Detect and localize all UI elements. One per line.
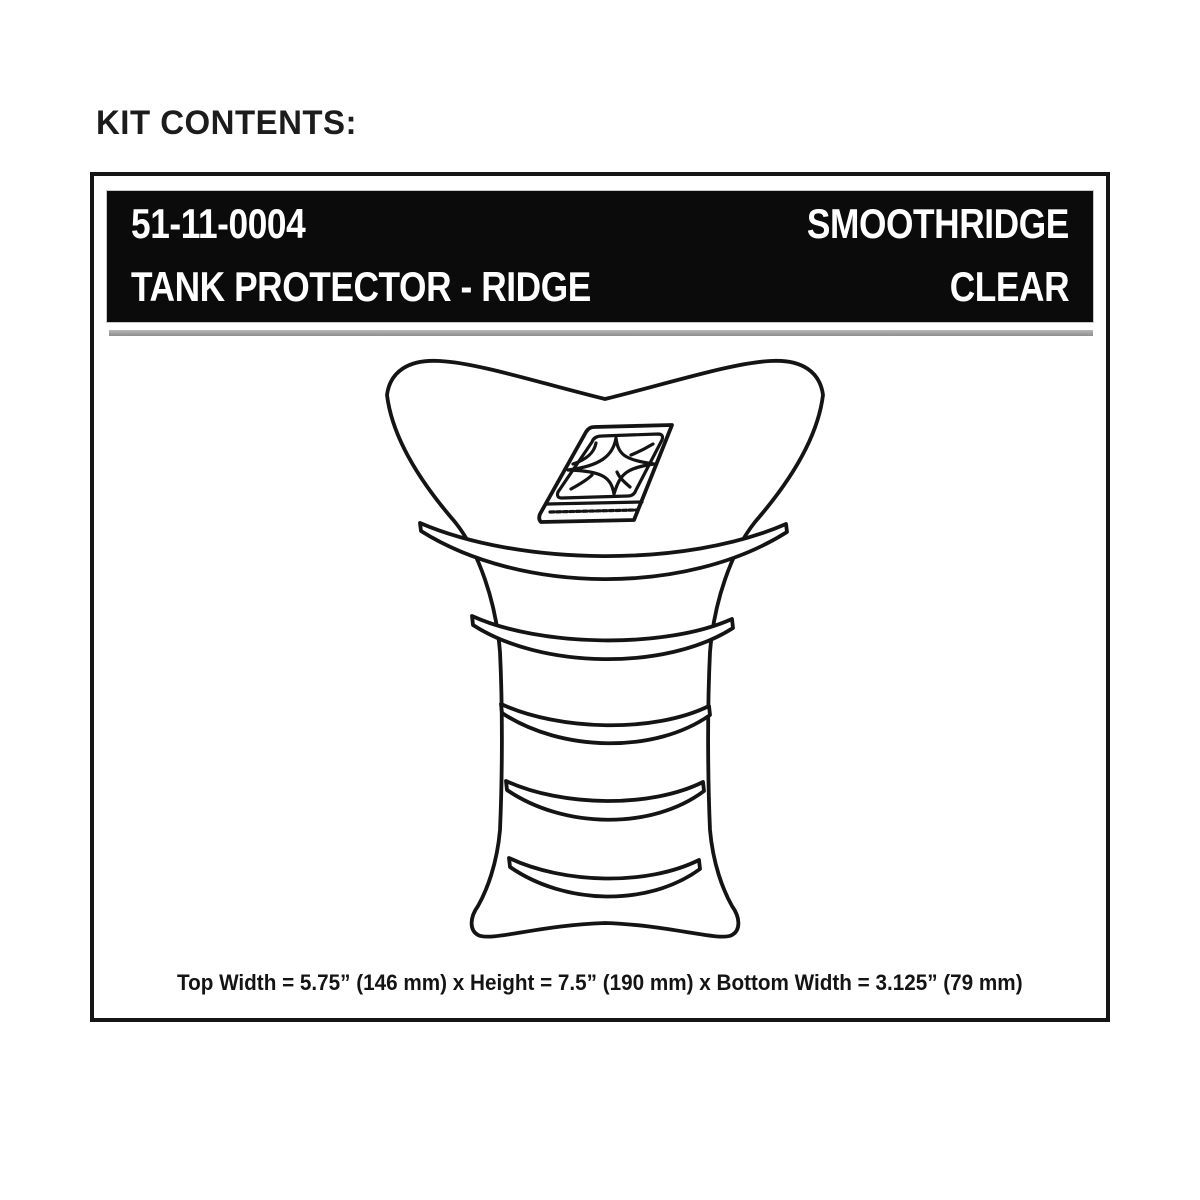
logo-text-strip-divider <box>547 502 642 504</box>
product-header-bar <box>107 191 1093 322</box>
header-bar-shadow <box>109 330 1093 336</box>
finish-name: CLEAR <box>949 263 1069 310</box>
dimensions-text-value: Top Width = 5.75” (146 mm) x Height = 7.5” (190 mm) x Bottom Width = 3.125” (79 mm) <box>177 970 1023 995</box>
page-title: KIT CONTENTS: <box>96 104 357 142</box>
kit-card <box>90 172 1110 1022</box>
logo-text-glyph-dashes <box>550 510 636 512</box>
tank-protector-outline-icon <box>370 352 840 962</box>
header-bar-row-top <box>131 200 1069 248</box>
part-number: 51-11-0004 <box>131 200 306 247</box>
dimensions-text <box>94 970 1106 996</box>
product-name: TANK PROTECTOR - RIDGE <box>131 263 591 310</box>
header-bar-row-bottom <box>131 263 1069 311</box>
tank-protector-diagram <box>370 352 840 962</box>
series-name: SMOOTHRIDGE <box>807 200 1069 247</box>
